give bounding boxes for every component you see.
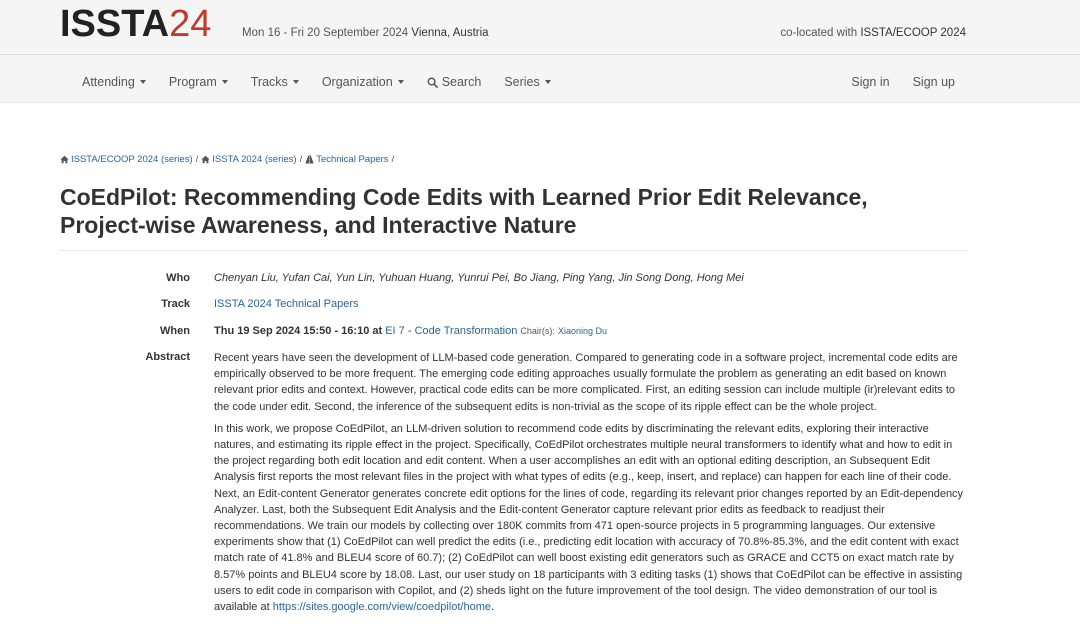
session-link[interactable]: Code Transformation [414, 325, 518, 337]
author-list[interactable]: Chenyan Liu, Yufan Cai, Yun Lin, Yuhuan Huang, Yunrui Pei, Bo Jiang, Ping Yang, Jin Song Dong, Hong Mei [214, 272, 744, 284]
divider [60, 250, 968, 251]
abstract-paragraph-1: Recent years have seen the development of LLM-based code generation. Compared to generating code in a software project, incremental code edits are empirically observed to be more frequent. The emerging code editing approaches usually formulate the problem as generating an edit based on known relevant prior edits and context. However, practical code edits can be more complicated. First, an editing session can include multiple (ir)relevant edits to the code under edit. Second, the inference of the subsequent edits is non-trivial as the scope of its ripple effect can be the whole project. [214, 352, 958, 413]
account-nav [828, 75, 955, 89]
breadcrumb-separator: / [195, 154, 199, 165]
nav-attending[interactable] [82, 75, 146, 89]
breadcrumb-technical-papers[interactable]: Technical Papers [316, 154, 389, 165]
nav-program[interactable] [169, 75, 228, 89]
breadcrumb-series[interactable]: ISSTA/ECOOP 2024 (series) [71, 154, 193, 165]
colocated-link[interactable]: ISSTA/ECOOP 2024 [860, 27, 966, 39]
when-dash: - [407, 325, 412, 337]
title-line-1: CoEdPilot: Recommending Code Edits with Learned Prior Edit Relevance, [60, 184, 868, 210]
breadcrumb-separator: / [391, 154, 395, 165]
chevron-down-icon [293, 80, 299, 84]
main-nav [82, 75, 574, 89]
who-label: Who [166, 272, 190, 284]
page-title [60, 183, 960, 239]
when-label: When [160, 325, 190, 337]
demo-video-link[interactable]: https://sites.google.com/view/coedpilot/home [272, 601, 491, 614]
title-line-2: Project-wise Awareness, and Interactive Nature [60, 212, 577, 238]
chevron-down-icon [140, 80, 146, 84]
track-label: Track [161, 298, 190, 310]
chair-link[interactable]: Xiaoning Du [557, 326, 607, 336]
conference-dates [242, 27, 489, 39]
nav-series[interactable] [504, 75, 550, 89]
breadcrumb-issta-series[interactable]: ISSTA 2024 (series) [212, 154, 297, 165]
abstract-paragraph-2 [214, 421, 966, 615]
nav-search-label: Search [441, 75, 482, 89]
sign-in-link[interactable]: Sign in [851, 75, 890, 89]
nav-attending-label: Attending [82, 75, 135, 89]
logo-year: 24 [169, 3, 212, 45]
nav-organization[interactable] [322, 75, 404, 89]
conference-logo[interactable] [60, 4, 211, 44]
nav-organization-label: Organization [321, 75, 393, 89]
room-link[interactable]: EI 7 [385, 325, 405, 337]
home-icon [60, 155, 69, 164]
breadcrumb [60, 154, 397, 165]
nav-series-label: Series [504, 75, 540, 89]
search-icon [427, 77, 438, 88]
abstract-text [214, 350, 966, 621]
track-link[interactable]: ISSTA 2024 Technical Papers [214, 298, 359, 310]
brand-row [0, 0, 1080, 55]
abstract-label: Abstract [145, 351, 190, 363]
dates-text: Mon 16 - Fri 20 September 2024 [242, 27, 409, 39]
location-text: Vienna, Austria [411, 27, 489, 39]
logo-text: ISSTA [60, 3, 170, 45]
top-bar [0, 0, 1080, 103]
sign-up-link[interactable]: Sign up [912, 75, 955, 89]
nav-tracks[interactable] [251, 75, 299, 89]
abstract-paragraph-2-end: . [491, 601, 495, 614]
road-icon [305, 155, 314, 164]
chevron-down-icon [398, 80, 404, 84]
nav-program-label: Program [168, 75, 217, 89]
breadcrumb-separator: / [299, 154, 303, 165]
session-time: Thu 19 Sep 2024 15:50 - 16:10 at [214, 325, 383, 337]
chair-label: Chair(s): [520, 326, 555, 336]
when-value [214, 325, 607, 337]
abstract-paragraph-2-text: In this work, we propose CoEdPilot, an LLM-driven solution to recommend code edits by discriminating the relevant edits, exploring their interactive natures, and estimating its ripple effect in the project. Specifically, CoEdPilot orchestrates multiple neural transformers to identify what and how to edit in the project regarding both edit location and edit content. When a user accomplishes an edit with an optional editing description, an Subsequent Edit Analysis first reports the most relevant files in the project with what types of edits (e.g., keep, insert, and replace) can happen for each line of their code. Next, an Edit-content Generator generates concrete edit options for the lines of code, regarding its relevant prior changes reported by an Edit-dependency Analyzer. Last, both the Subsequent Edit Analysis and the Edit-content Generator capture relevant prior edits as feedback to readjust their recommendations. We train our models by collecting over 180K commits from 471 open-source projects in 5 programming languages. Our extensive experiments show that (1) CoEdPilot can well predict the edits (i.e., predicting edit location with accuracy of 70.8%-85.3%, and the edit content with exact match rate of 41.8% and BLEU4 score of 60.7); (2) CoEdPilot can well boost existing edit generators such as GRACE and CCT5 on exact match rate by 8.57% points and BLEU4 score by 18.08. Last, our user study on 18 participants with 3 editing tasks (1) shows that CoEdPilot can be effective in assisting users to edit code in comparison with Copilot, and (2) sheds light on the future improvement of the tool design. The video demonstration of our tool is available at [214, 422, 964, 614]
chevron-down-icon [545, 80, 551, 84]
chevron-down-icon [222, 80, 228, 84]
colocated-info [780, 27, 966, 39]
home-icon [201, 155, 210, 164]
nav-search[interactable] [427, 75, 482, 89]
colocated-prefix: co-located with [780, 27, 858, 39]
nav-tracks-label: Tracks [250, 75, 288, 89]
